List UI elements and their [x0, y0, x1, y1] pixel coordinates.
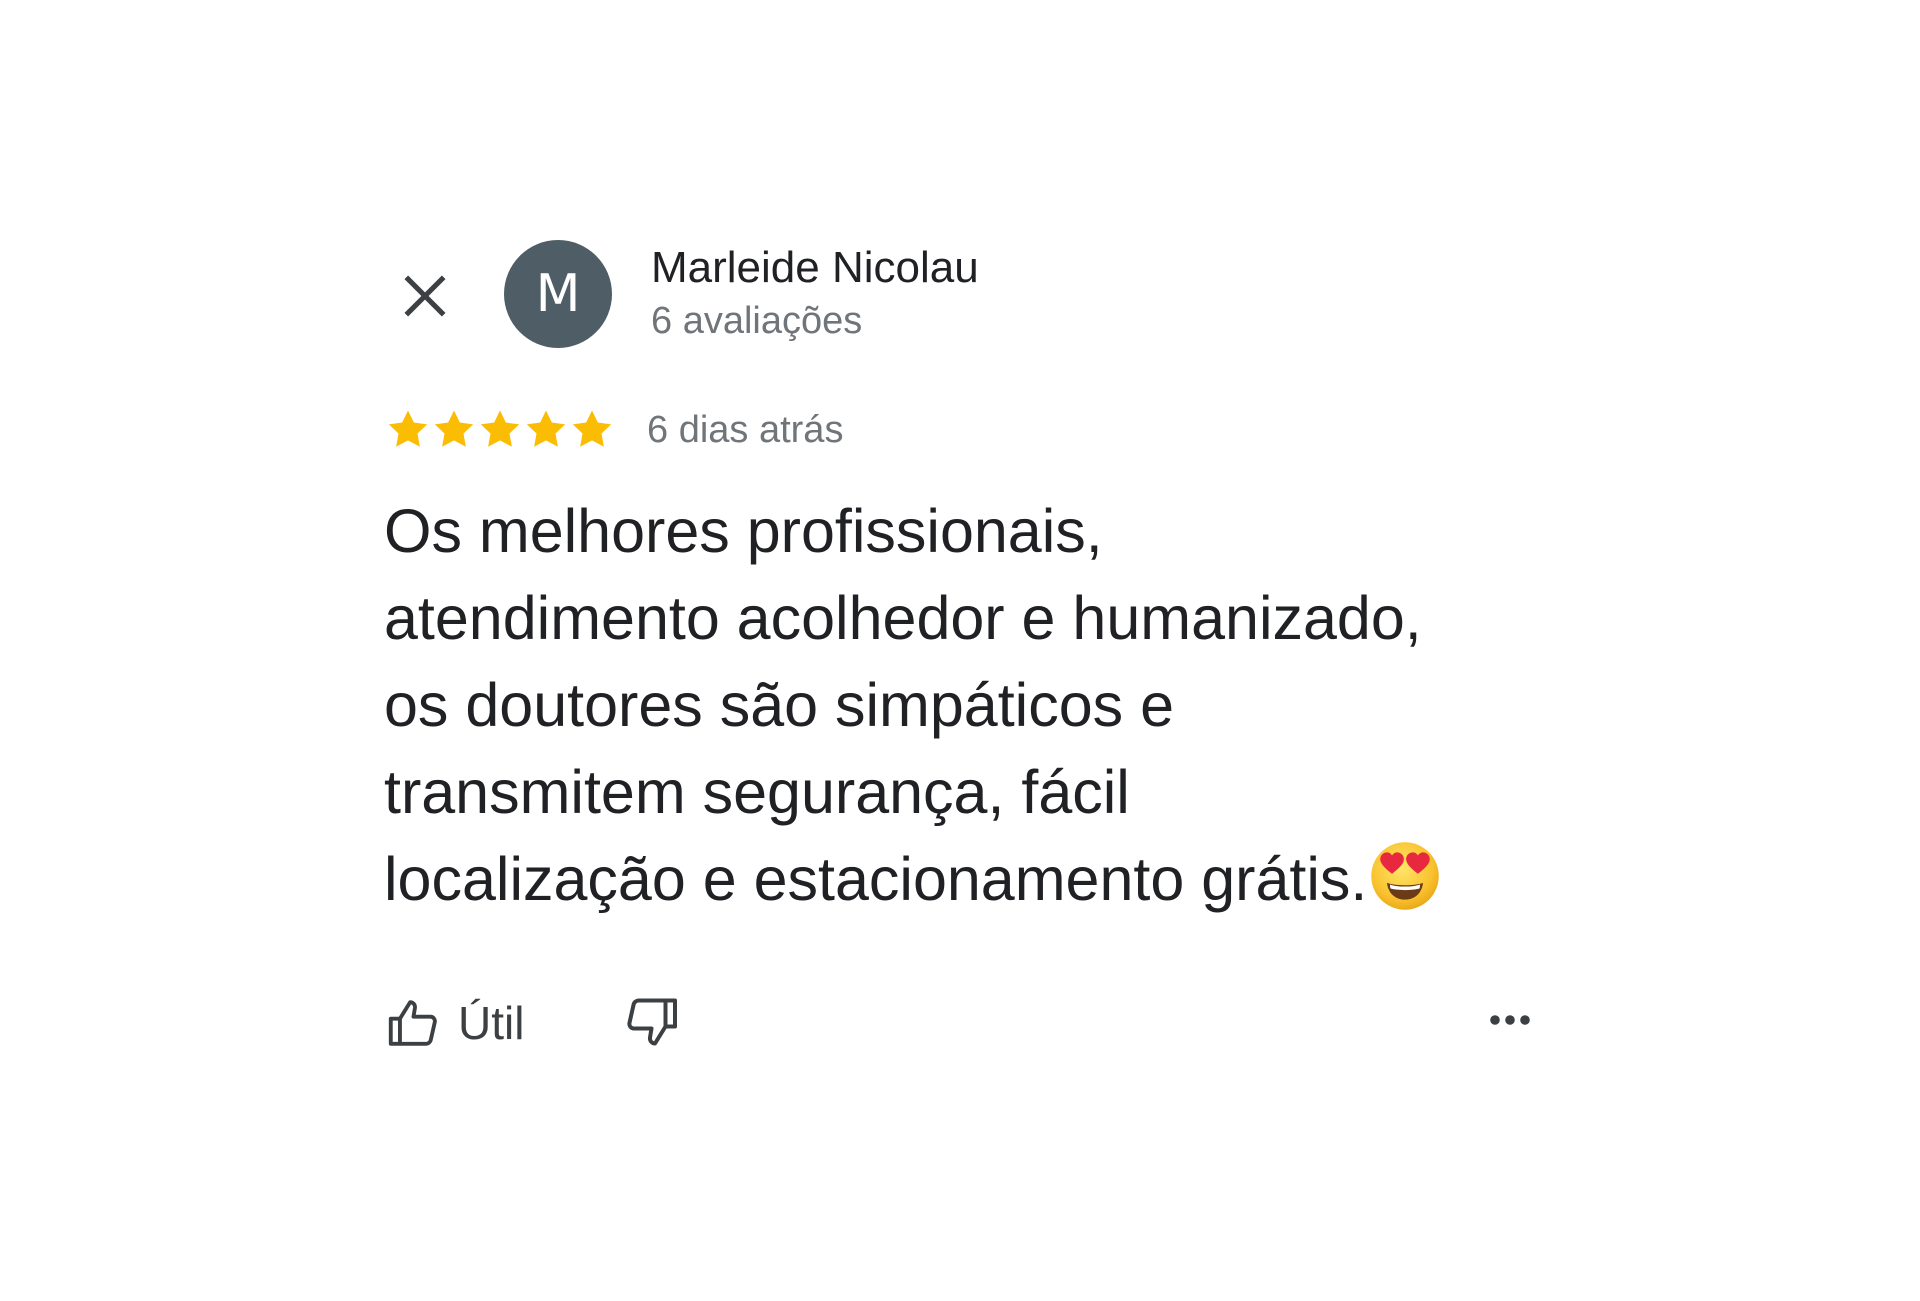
- review-text-line-last: [384, 836, 1584, 923]
- not-helpful-button[interactable]: [622, 992, 682, 1052]
- avatar[interactable]: [504, 240, 612, 348]
- close-button[interactable]: [396, 267, 454, 325]
- star-icon: [477, 407, 523, 453]
- more-horizontal-icon: [1486, 998, 1534, 1042]
- helpful-button[interactable]: [384, 990, 524, 1056]
- reviewer-review-count: 6 avaliações: [651, 300, 863, 342]
- reviewer-name[interactable]: Marleide Nicolau: [651, 243, 979, 292]
- more-options-button[interactable]: [1486, 998, 1534, 1042]
- close-icon: [396, 267, 454, 325]
- review-text-line: localização e estacionamento grátis.: [384, 845, 1368, 913]
- thumbs-down-icon: [622, 992, 682, 1052]
- star-icon: [431, 407, 477, 453]
- star-rating: [385, 407, 615, 453]
- heart-eyes-emoji-icon: [1369, 840, 1441, 912]
- review-text-line: transmitem segurança, fácil: [384, 758, 1130, 826]
- review-text-line: Os melhores profissionais,: [384, 497, 1103, 565]
- thumbs-up-icon: [384, 994, 442, 1052]
- review-date: 6 dias atrás: [647, 408, 844, 451]
- star-icon: [569, 407, 615, 453]
- avatar-initial: M: [535, 264, 581, 324]
- review-text: [384, 488, 1584, 923]
- review-text-line: atendimento acolhedor e humanizado,: [384, 584, 1422, 652]
- review-text-line: os doutores são simpáticos e: [384, 671, 1175, 739]
- rating-row: [385, 404, 843, 456]
- star-icon: [385, 407, 431, 453]
- helpful-label: Útil: [458, 997, 525, 1049]
- star-icon: [523, 407, 569, 453]
